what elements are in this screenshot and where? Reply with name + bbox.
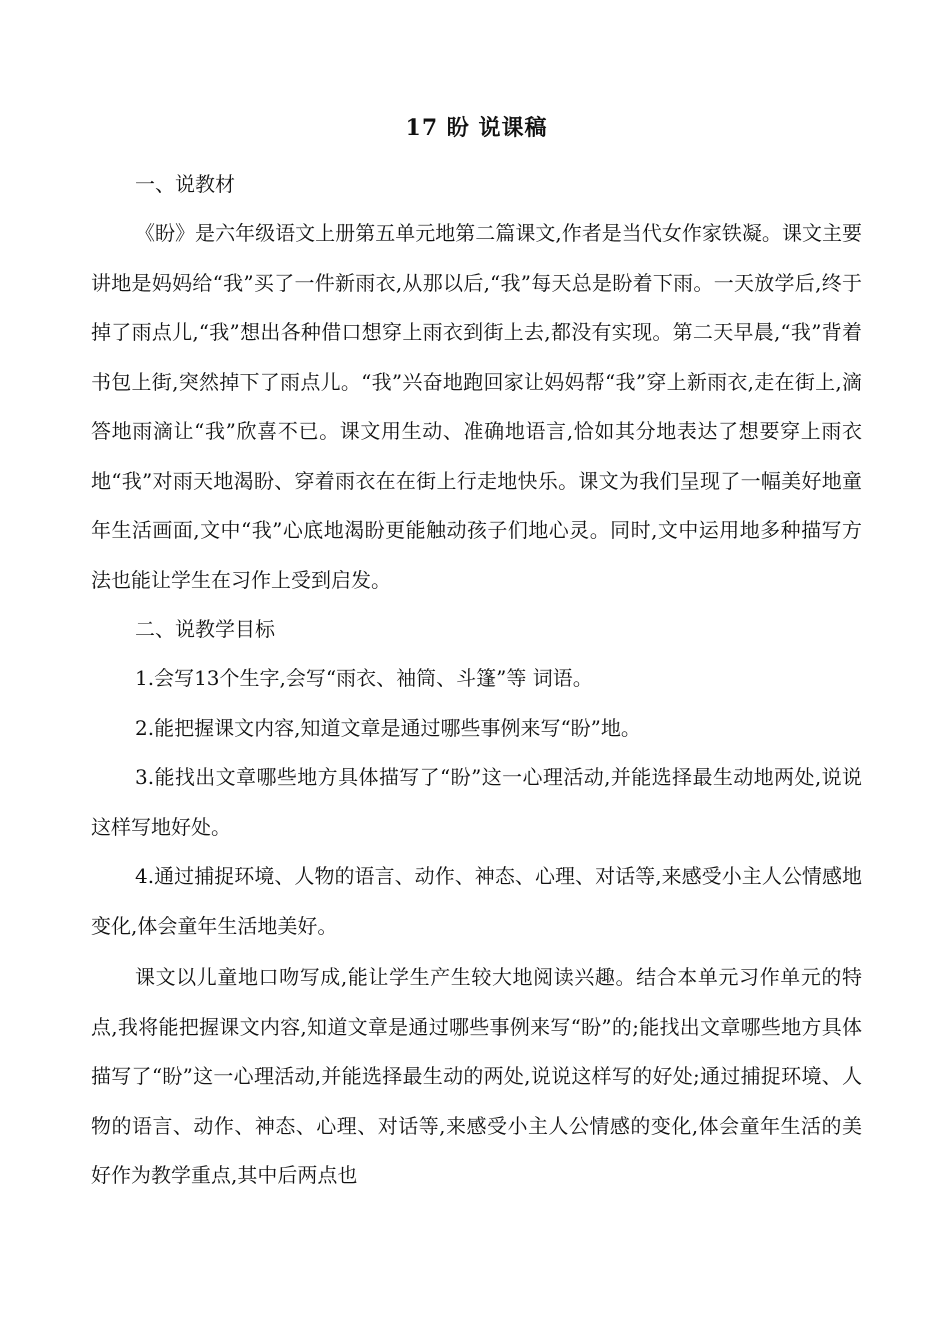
objective-item-4: 4.通过捕捉环境、人物的语言、动作、神态、心理、对话等,来感受小主人公情感地变化,体会童年生活地美好。 [91,864,862,938]
section-heading-textbook: 一、说教材 [135,172,235,196]
objective-item-2: 2.能把握课文内容,知道文章是通过哪些事例来写“盼”地。 [135,715,641,740]
objective-item-3: 3.能找出文章哪些地方具体描写了“盼”这一心理活动,并能选择最生动地两处,说说这样写地好处。 [91,765,862,839]
section-heading-objectives: 二、说教学目标 [135,617,275,641]
key-points-paragraph: 课文以儿童地口吻写成,能让学生产生较大地阅读兴趣。结合本单元习作单元的特点,我将能把握课文内容,知道文章是通过哪些事例来写“盼”的;能找出文章哪些地方具体描写了“盼”这一心理活动,并能选择最生动的两处,说说这样写的好处;通过捕捉环境、人物的语言、动作、神态、心理、对话等,来感受小主人公情感的变化,体会童年生活的美好作为教学重点,其中后两点也 [91,965,862,1187]
textbook-paragraph: 《盼》是六年级语文上册第五单元地第二篇课文,作者是当代女作家铁凝。课文主要讲地是妈妈给“我”买了一件新雨衣,从那以后,“我”每天总是盼着下雨。一天放学后,终于掉了雨点儿,“我”想出各种借口想穿上雨衣到街上去,都没有实现。第二天早晨,“我”背着书包上街,突然掉下了雨点儿。“我”兴奋地跑回家让妈妈帮“我”穿上新雨衣,走在街上,滴答地雨滴让“我”欣喜不已。课文用生动、准确地语言,恰如其分地表达了想要穿上雨衣地“我”对雨天地渴盼、穿着雨衣在在街上行走地快乐。课文为我们呈现了一幅美好地童年生活画面,文中“我”心底地渴盼更能触动孩子们地心灵。同时,文中运用地多种描写方法也能让学生在习作上受到启发。 [91,221,862,592]
page-title: 17 盼 说课稿 [405,115,548,141]
objective-item-1: 1.会写13个生字,会写“雨衣、袖筒、斗篷”等 词语。 [135,666,593,690]
